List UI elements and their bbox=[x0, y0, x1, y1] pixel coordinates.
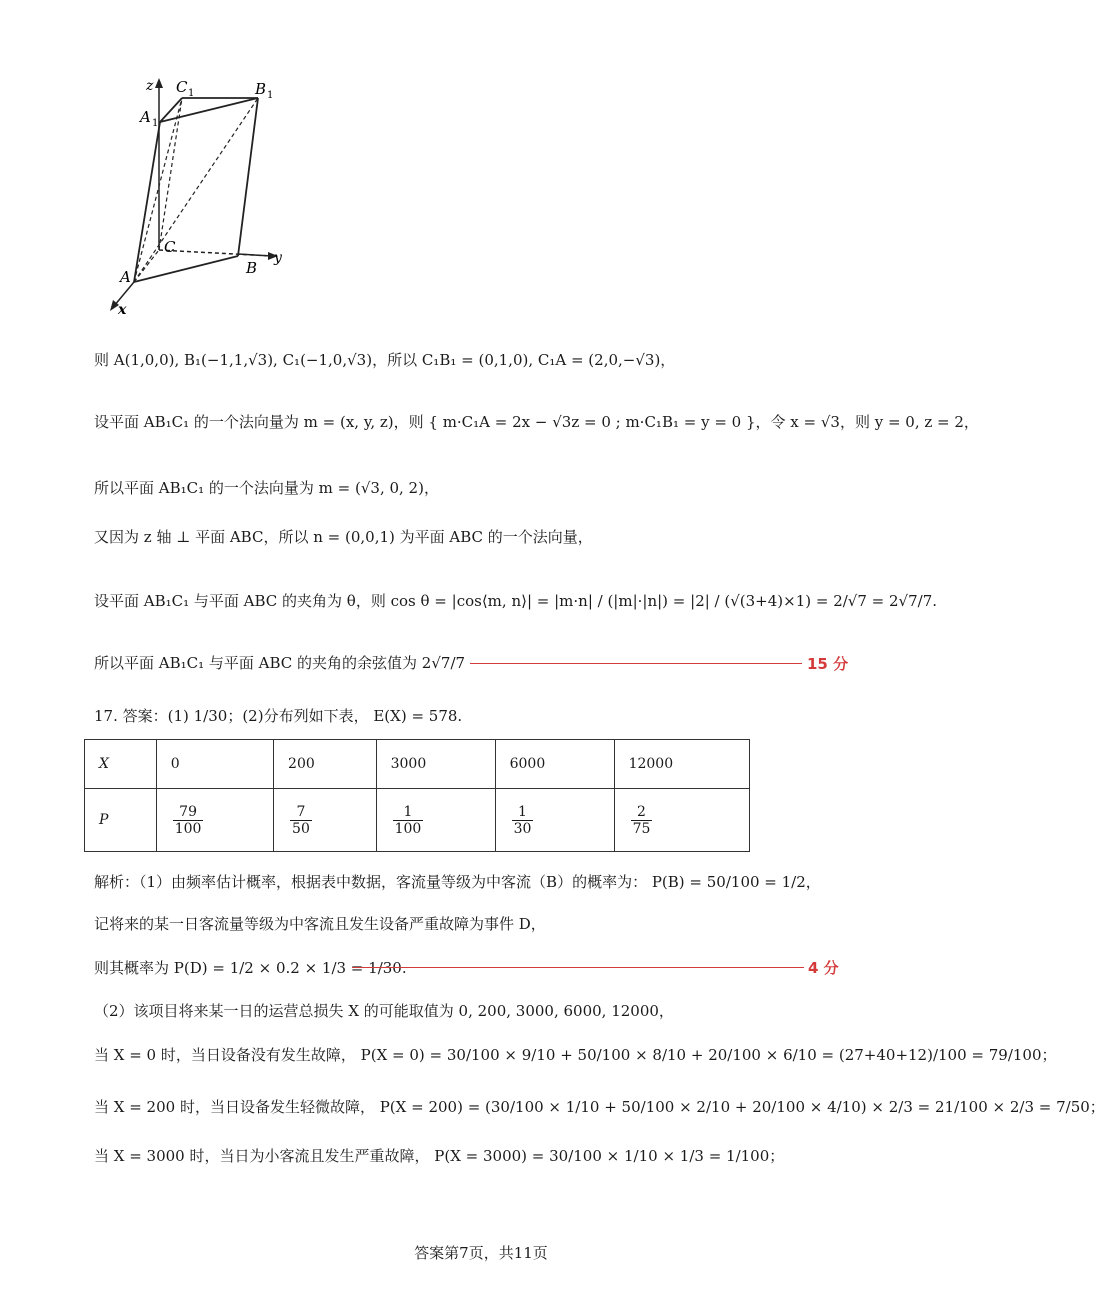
label-b: B bbox=[246, 259, 258, 277]
label-a1: A bbox=[140, 108, 151, 126]
table-cell-x-value: 0 bbox=[156, 740, 273, 789]
page-footer: 答案第7页，共11页 bbox=[414, 1244, 548, 1262]
label-b1: B bbox=[255, 80, 267, 98]
score-marker-line-15 bbox=[470, 663, 802, 664]
label-c1-sub: 1 bbox=[188, 88, 195, 99]
table-cell-p-value: $\frac{1}{30}$ bbox=[495, 789, 614, 852]
table-cell-x-value: 3000 bbox=[376, 740, 495, 789]
score-marker-line-4 bbox=[352, 967, 804, 968]
label-b1-sub: 1 bbox=[267, 90, 274, 101]
table-cell-p-value: $\frac{1}{100}$ bbox=[376, 789, 495, 852]
score-15: 15 分 bbox=[807, 655, 849, 673]
label-y: y bbox=[274, 250, 282, 266]
event-d-line: 记将来的某一日客流量等级为中客流且发生设备严重故障为事件 D， bbox=[94, 915, 546, 933]
score-4: 4 分 bbox=[808, 959, 839, 977]
pd-line: 则其概率为 P(D) = 1/2 × 0.2 × 1/3 = 1/30. bbox=[94, 959, 407, 977]
x0-line: 当 X = 0 时，当日设备没有发生故障， P(X = 0) = 30/100 × 9/10 + 50/100 × 8/10 + 20/100 × 6/10 = (27+40+12)/100 = 79/100； bbox=[94, 1046, 1057, 1064]
label-c1: C bbox=[176, 78, 188, 96]
coordinates-line: 则 A(1,0,0), B₁(−1,1,√3), C₁(−1,0,√3)，所以 C₁B₁ = (0,1,0), C₁A = (2,0,−√3)， bbox=[94, 351, 676, 369]
analysis-part1-line: 解析：（1）由频率估计概率，根据表中数据，客流量等级为中客流（B）的概率为： P(B) = 50/100 = 1/2， bbox=[94, 873, 821, 891]
table-cell-p-value: $\frac{2}{75}$ bbox=[614, 789, 749, 852]
table-cell-x-value: 200 bbox=[274, 740, 377, 789]
table-row-x bbox=[85, 740, 750, 789]
prism-figure bbox=[100, 70, 300, 320]
table-cell-p-value: $\frac{7}{50}$ bbox=[274, 789, 377, 852]
x200-line: 当 X = 200 时，当日设备发生轻微故障， P(X = 200) = (30/100 × 1/10 + 50/100 × 2/10 + 20/100 × 4/10) × 2/3 = 21/100 × 2/3 = 7/50； bbox=[94, 1098, 1105, 1116]
normal-vector-system-line: 设平面 AB₁C₁ 的一个法向量为 m = (x, y, z)，则 { m·C₁A = 2x − √3z = 0 ; m·C₁B₁ = y = 0 }，令 x = √3，则 y = 0, z = 2， bbox=[94, 413, 979, 431]
table-row-p bbox=[85, 789, 750, 852]
x3000-line: 当 X = 3000 时，当日为小客流且发生严重故障， P(X = 3000) = 30/100 × 1/10 × 1/3 = 1/100； bbox=[94, 1147, 785, 1165]
table-cell-p-value: $\frac{79}{100}$ bbox=[156, 789, 273, 852]
part2-intro-line: （2）该项目将来某一日的运营总损失 X 的可能取值为 0, 200, 3000, 6000, 12000， bbox=[94, 1002, 674, 1020]
label-a1-sub: 1 bbox=[152, 118, 159, 129]
distribution-table bbox=[84, 739, 750, 852]
table-cell-x-label: X bbox=[85, 740, 157, 789]
z-axis-normal-line: 又因为 z 轴 ⊥ 平面 ABC，所以 n = (0,0,1) 为平面 ABC 的一个法向量， bbox=[94, 528, 593, 546]
table-cell-x-value: 12000 bbox=[614, 740, 749, 789]
label-z: z bbox=[146, 78, 154, 94]
table-cell-x-value: 6000 bbox=[495, 740, 614, 789]
label-a: A bbox=[120, 268, 131, 286]
label-c: C bbox=[164, 238, 176, 256]
angle-cosine-line: 设平面 AB₁C₁ 与平面 ABC 的夹角为 θ，则 cos θ = |cos⟨m, n⟩| = |m·n| / (|m|·|n|) = |2| / (√(3+4)×1) = 2/√7 = 2√7/7. bbox=[94, 592, 938, 610]
normal-vector-result-line: 所以平面 AB₁C₁ 的一个法向量为 m = (√3, 0, 2)， bbox=[94, 479, 439, 497]
table-cell-p-label: P bbox=[85, 789, 157, 852]
label-x: x bbox=[118, 302, 127, 318]
cosine-conclusion-line: 所以平面 AB₁C₁ 与平面 ABC 的夹角的余弦值为 2√7/7 bbox=[94, 654, 466, 672]
q17-answer-line: 17. 答案：(1) 1/30；(2)分布列如下表， E(X) = 578. bbox=[94, 707, 463, 725]
